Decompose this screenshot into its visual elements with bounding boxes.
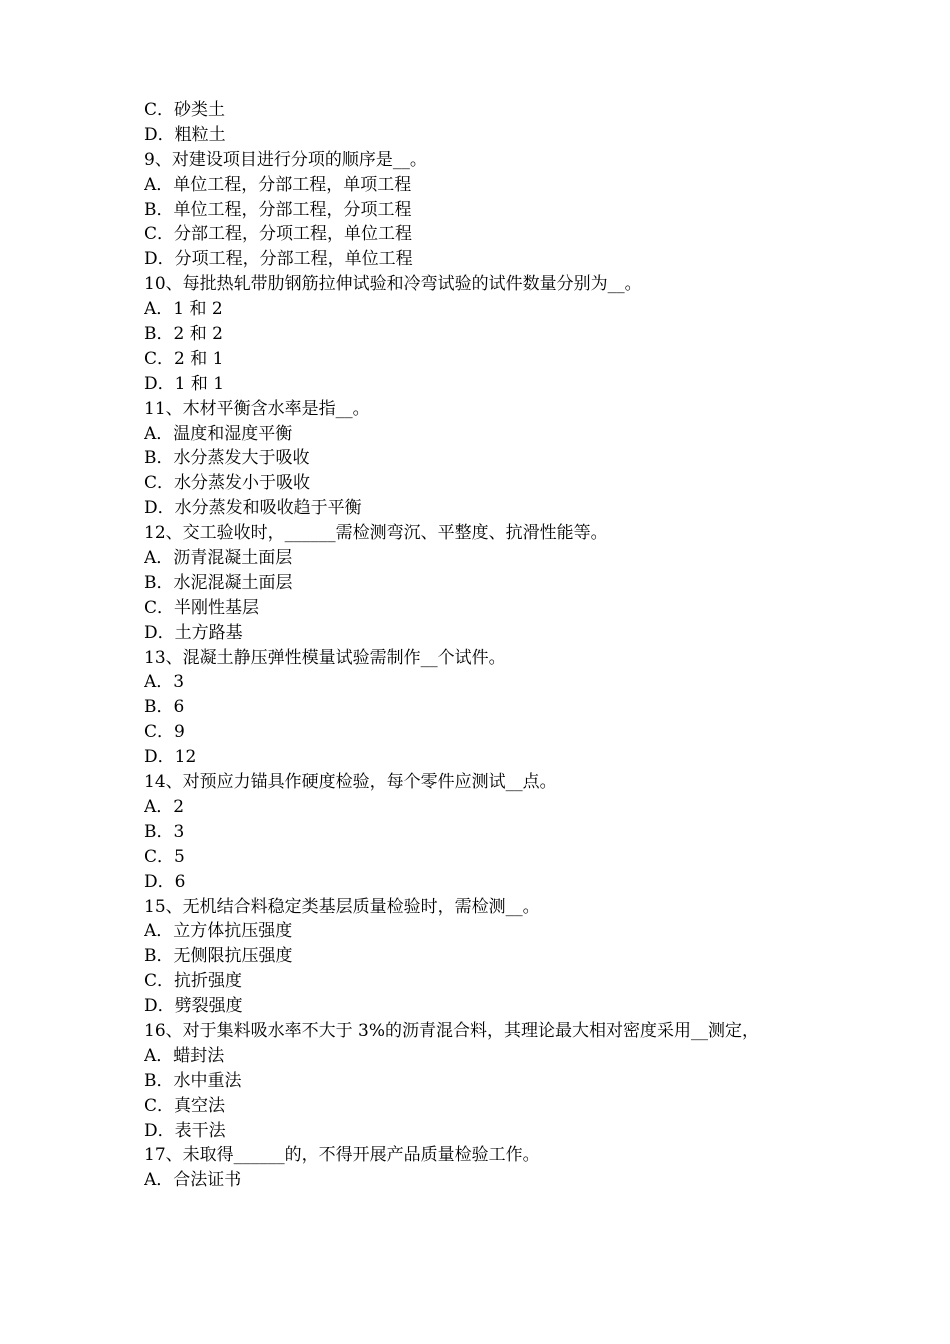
option-c: C．半刚性基层 <box>144 597 260 618</box>
option-c: C．真空法 <box>144 1095 226 1116</box>
option-d: D．12 <box>144 747 197 768</box>
option-d: D．1 和 1 <box>144 373 225 394</box>
question-14: 14、对预应力锚具作硬度检验，每个零件应测试__点。 <box>144 772 557 793</box>
question-9: 9、对建设项目进行分项的顺序是__。 <box>144 149 427 170</box>
option-b: B．6 <box>144 697 185 718</box>
option-a: A．合法证书 <box>144 1170 242 1191</box>
option-a: A．温度和湿度平衡 <box>144 423 293 444</box>
option-d: D．表干法 <box>144 1120 226 1141</box>
option-b: B．水泥混凝土面层 <box>144 572 293 593</box>
option-b: B．无侧限抗压强度 <box>144 946 293 967</box>
question-17: 17、未取得______的，不得开展产品质量检验工作。 <box>144 1145 540 1166</box>
option-d: D．劈裂强度 <box>144 996 243 1017</box>
option-c: C．分部工程，分项工程，单位工程 <box>144 224 413 245</box>
option-a: A．单位工程，分部工程，单项工程 <box>144 174 412 195</box>
option-b: B．单位工程，分部工程，分项工程 <box>144 199 412 220</box>
option-c: C．9 <box>144 722 185 743</box>
question-13: 13、混凝土静压弹性模量试验需制作__个试件。 <box>144 647 506 668</box>
option-b: B．2 和 2 <box>144 324 223 345</box>
option-a: A．沥青混凝土面层 <box>144 548 293 569</box>
option-c: C．水分蒸发小于吸收 <box>144 473 311 494</box>
option-d: D．水分蒸发和吸收趋于平衡 <box>144 498 362 519</box>
option-c: C．砂类土 <box>144 100 226 120</box>
option-c: C．抗折强度 <box>144 971 243 992</box>
option-a: A．立方体抗压强度 <box>144 921 293 942</box>
option-d: D．粗粒土 <box>144 124 226 145</box>
option-a: A．1 和 2 <box>144 299 223 320</box>
question-16: 16、对于集料吸水率不大于 3%的沥青混合料，其理论最大相对密度采用__测定， <box>144 1020 760 1041</box>
option-c: C．5 <box>144 846 185 867</box>
option-a: A．2 <box>144 796 185 817</box>
option-b: B．水分蒸发大于吸收 <box>144 448 310 469</box>
option-b: B．3 <box>144 821 185 842</box>
option-b: B．水中重法 <box>144 1070 242 1091</box>
option-d: D．6 <box>144 871 186 892</box>
option-d: D．土方路基 <box>144 622 243 643</box>
question-10: 10、每批热轧带肋钢筋拉伸试验和冷弯试验的试件数量分别为__。 <box>144 274 642 295</box>
option-d: D．分项工程，分部工程，单位工程 <box>144 249 413 270</box>
document-page <box>144 98 824 1193</box>
option-a: A．蜡封法 <box>144 1045 225 1066</box>
option-a: A．3 <box>144 672 185 693</box>
question-12: 12、交工验收时，______需检测弯沉、平整度、抗滑性能等。 <box>144 523 608 544</box>
question-11: 11、木材平衡含水率是指__。 <box>144 398 370 419</box>
option-c: C．2 和 1 <box>144 348 224 369</box>
question-15: 15、无机结合料稳定类基层质量检验时，需检测__。 <box>144 896 540 917</box>
